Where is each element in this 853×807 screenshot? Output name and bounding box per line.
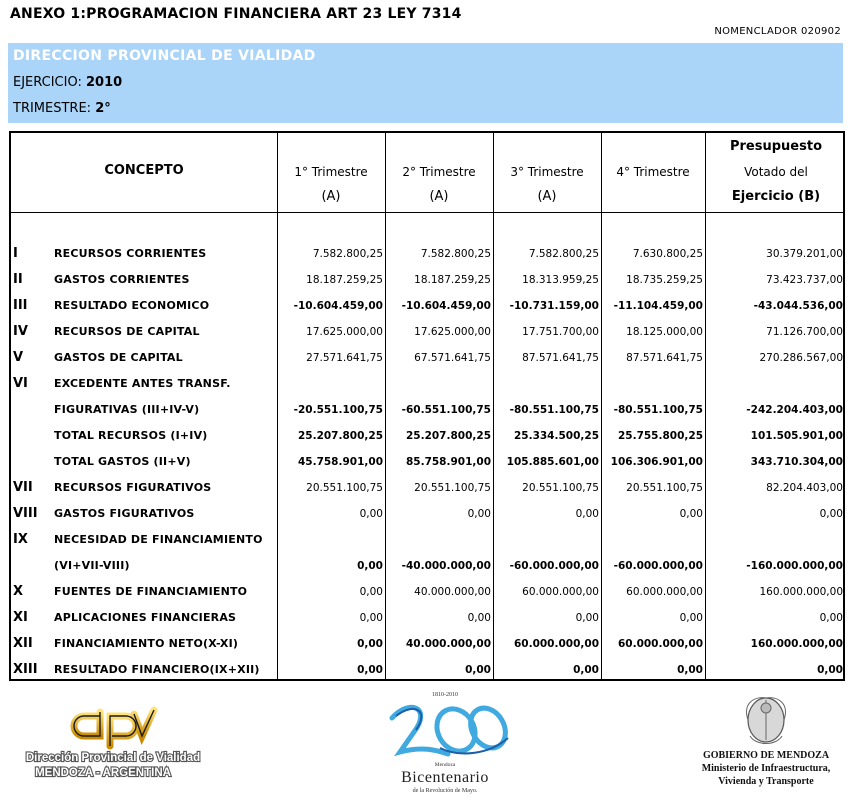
- header-q3-label: 3° Trimestre: [510, 165, 584, 179]
- bicentenario-city: Mendoza: [434, 762, 456, 768]
- bicentenario-logo: [370, 688, 520, 800]
- row-value: 160.000.000,00: [759, 586, 843, 598]
- gobierno-mendoza-logo: [690, 692, 850, 797]
- row-value: 0,00: [573, 664, 599, 676]
- ejercicio-value: 2010: [86, 75, 123, 90]
- row-value: 18.313.959,25: [522, 274, 599, 286]
- row-number: II: [13, 272, 23, 287]
- table-row: [11, 448, 843, 474]
- dpv-emblem-icon: [8, 700, 218, 782]
- row-number: VIII: [13, 506, 38, 521]
- row-value: 0,00: [679, 508, 703, 520]
- row-value: 0,00: [819, 612, 843, 624]
- row-value: 82.204.403,00: [766, 482, 843, 494]
- gobierno-line3: Vivienda y Transporte: [718, 776, 814, 787]
- gobierno-line2: Ministerio de Infraestructura,: [701, 763, 831, 774]
- row-label: GASTOS CORRIENTES: [54, 273, 190, 286]
- header-q2: [385, 133, 493, 212]
- table-row: [11, 604, 843, 630]
- row-value: 25.207.800,25: [297, 430, 383, 442]
- row-value: 7.582.800,25: [528, 248, 599, 260]
- row-number: IX: [13, 532, 28, 547]
- row-label: RECURSOS DE CAPITAL: [54, 325, 200, 338]
- dpv-logo: [8, 700, 218, 782]
- row-value: 160.000.000,00: [750, 638, 843, 650]
- row-value: 106.306.901,00: [610, 456, 703, 468]
- header-q3-a: (A): [537, 189, 557, 204]
- row-number: XIII: [13, 662, 38, 677]
- row-value: 40.000.000,00: [405, 638, 491, 650]
- row-number: XII: [13, 636, 33, 651]
- row-value: -10.604.459,00: [293, 300, 383, 312]
- row-number: VI: [13, 376, 28, 391]
- header-q2-label: 2° Trimestre: [402, 165, 476, 179]
- dpv-logo-line1: Dirección Provincial de Vialidad: [25, 752, 201, 764]
- row-value: 0,00: [359, 508, 383, 520]
- row-value: 0,00: [467, 508, 491, 520]
- row-value: 30.379.201,00: [766, 248, 843, 260]
- row-value: 0,00: [575, 612, 599, 624]
- row-number: III: [13, 298, 28, 313]
- row-label: GASTOS FIGURATIVOS: [54, 507, 195, 520]
- header-q2-a: (A): [429, 189, 449, 204]
- row-value: 27.571.641,75: [306, 352, 383, 364]
- row-value: 0,00: [357, 560, 383, 572]
- row-value: 60.000.000,00: [522, 586, 599, 598]
- table-row: [11, 266, 843, 292]
- row-label: FIGURATIVAS (III+IV-V): [54, 403, 200, 416]
- row-value: 0,00: [679, 612, 703, 624]
- row-value: 17.625.000,00: [414, 326, 491, 338]
- header-presupuesto-line3: Ejercicio (B): [731, 189, 821, 204]
- row-label: FUENTES DE FINANCIAMIENTO: [54, 585, 248, 598]
- row-label: FINANCIAMIENTO NETO(X-XI): [54, 637, 239, 650]
- row-value: 343.710.304,00: [750, 456, 843, 468]
- row-label: GASTOS DE CAPITAL: [54, 351, 183, 364]
- row-number: XI: [13, 610, 28, 625]
- table-row: [11, 422, 843, 448]
- dpv-logo-line2: MENDOZA - ARGENTINA: [35, 767, 171, 779]
- row-value: 270.286.567,00: [759, 352, 843, 364]
- row-value: 17.751.700,00: [522, 326, 599, 338]
- table-row: [11, 370, 843, 396]
- bicentenario-years: 1810-2010: [432, 692, 458, 698]
- row-number: IV: [13, 324, 28, 339]
- table-row: [11, 630, 843, 656]
- row-value: -80.551.100,75: [613, 404, 703, 416]
- table-row: [11, 474, 843, 500]
- trimestre-label: TRIMESTRE:: [13, 101, 92, 116]
- row-value: -10.604.459,00: [401, 300, 491, 312]
- row-value: 101.505.901,00: [750, 430, 843, 442]
- row-value: 60.000.000,00: [617, 638, 703, 650]
- organization-panel: [8, 43, 843, 123]
- table-row: [11, 552, 843, 578]
- row-value: -242.204.403,00: [746, 404, 843, 416]
- row-value: 40.000.000,00: [414, 586, 491, 598]
- row-number: I: [13, 246, 18, 261]
- table-row: [11, 396, 843, 422]
- row-label: RESULTADO ECONOMICO: [54, 299, 210, 312]
- header-q1: [277, 133, 385, 212]
- table-row: [11, 240, 843, 266]
- gobierno-line1: GOBIERNO DE MENDOZA: [702, 750, 830, 761]
- document-title: ANEXO 1:PROGRAMACION FINANCIERA ART 23 LEY 7314: [10, 6, 462, 22]
- row-value: 0,00: [677, 664, 703, 676]
- row-value: 20.551.100,75: [414, 482, 491, 494]
- row-value: 25.755.800,25: [617, 430, 703, 442]
- row-value: 67.571.641,75: [414, 352, 491, 364]
- row-value: -60.000.000,00: [613, 560, 703, 572]
- row-value: 0,00: [357, 664, 383, 676]
- row-value: -20.551.100,75: [293, 404, 383, 416]
- provincial-seal-icon: [690, 692, 850, 797]
- row-value: -10.731.159,00: [509, 300, 599, 312]
- row-value: 7.582.800,25: [312, 248, 383, 260]
- row-value: 20.551.100,75: [306, 482, 383, 494]
- bicentenario-subtitle: de la Revolución de Mayo.: [412, 788, 478, 794]
- trimestre-value: 2°: [95, 101, 111, 116]
- table-row: [11, 500, 843, 526]
- row-label: RECURSOS FIGURATIVOS: [54, 481, 212, 494]
- row-value: 71.126.700,00: [766, 326, 843, 338]
- row-value: 85.758.901,00: [405, 456, 491, 468]
- row-value: -60.000.000,00: [509, 560, 599, 572]
- header-q4: [601, 133, 705, 212]
- table-row: [11, 318, 843, 344]
- row-value: 20.551.100,75: [626, 482, 703, 494]
- row-value: 25.207.800,25: [405, 430, 491, 442]
- header-q4-label: 4° Trimestre: [616, 165, 690, 179]
- row-value: 0,00: [467, 612, 491, 624]
- row-value: -11.104.459,00: [613, 300, 703, 312]
- table-row: [11, 526, 843, 552]
- bicentenario-200-icon: [370, 688, 520, 800]
- header-q3: [493, 133, 601, 212]
- row-value: 7.630.800,25: [632, 248, 703, 260]
- header-q1-a: (A): [321, 189, 341, 204]
- row-value: -60.551.100,75: [401, 404, 491, 416]
- row-value: 18.125.000,00: [626, 326, 703, 338]
- row-value: 7.582.800,25: [420, 248, 491, 260]
- row-value: 18.187.259,25: [414, 274, 491, 286]
- table-row: [11, 578, 843, 604]
- row-value: 18.735.259,25: [626, 274, 703, 286]
- row-value: 0,00: [819, 508, 843, 520]
- row-value: 87.571.641,75: [626, 352, 703, 364]
- row-value: 60.000.000,00: [513, 638, 599, 650]
- row-value: -160.000.000,00: [746, 560, 843, 572]
- row-number: X: [13, 584, 24, 599]
- row-label: TOTAL GASTOS (II+V): [54, 455, 191, 468]
- row-label: RECURSOS CORRIENTES: [54, 247, 207, 260]
- header-presupuesto-line1: Presupuesto: [729, 139, 822, 154]
- ejercicio-line: [13, 75, 122, 90]
- row-number: V: [13, 350, 24, 365]
- row-label: RESULTADO FINANCIERO(IX+XII): [54, 663, 260, 676]
- row-value: 0,00: [357, 638, 383, 650]
- row-label: NECESIDAD DE FINANCIAMIENTO: [54, 533, 263, 546]
- row-value: 45.758.901,00: [297, 456, 383, 468]
- row-value: 105.885.601,00: [506, 456, 599, 468]
- row-label: TOTAL RECURSOS (I+IV): [54, 429, 208, 442]
- row-value: -40.000.000,00: [401, 560, 491, 572]
- row-value: 0,00: [359, 586, 383, 598]
- bicentenario-name: Bicentenario: [401, 769, 489, 786]
- row-value: 73.423.737,00: [766, 274, 843, 286]
- row-value: 87.571.641,75: [522, 352, 599, 364]
- header-presupuesto-line2: Votado del: [744, 165, 808, 179]
- row-value: 0,00: [575, 508, 599, 520]
- table-row: [11, 292, 843, 318]
- header-concepto: CONCEPTO: [104, 163, 184, 178]
- row-number: VII: [13, 480, 33, 495]
- header-q1-label: 1° Trimestre: [294, 165, 368, 179]
- row-label: (VI+VII-VIII): [54, 559, 130, 572]
- ejercicio-label: EJERCICIO:: [13, 75, 82, 90]
- row-value: 60.000.000,00: [626, 586, 703, 598]
- organization-name: DIRECCION PROVINCIAL DE VIALIDAD: [13, 48, 316, 64]
- row-value: 0,00: [359, 612, 383, 624]
- row-label: EXCEDENTE ANTES TRANSF.: [54, 377, 231, 390]
- table-row: [11, 656, 843, 682]
- financial-table: [9, 131, 845, 681]
- row-value: -80.551.100,75: [509, 404, 599, 416]
- row-value: 25.334.500,25: [513, 430, 599, 442]
- row-value: 0,00: [817, 664, 843, 676]
- header-presupuesto: [705, 133, 847, 212]
- row-value: 20.551.100,75: [522, 482, 599, 494]
- row-value: -43.044.536,00: [753, 300, 843, 312]
- row-label: APLICACIONES FINANCIERAS: [54, 611, 237, 624]
- trimestre-line: [13, 101, 111, 116]
- header-divider: [11, 212, 843, 213]
- row-value: 0,00: [465, 664, 491, 676]
- table-row: [11, 344, 843, 370]
- row-value: 17.625.000,00: [306, 326, 383, 338]
- nomenclador-code: NOMENCLADOR 020902: [714, 26, 841, 37]
- row-value: 18.187.259,25: [306, 274, 383, 286]
